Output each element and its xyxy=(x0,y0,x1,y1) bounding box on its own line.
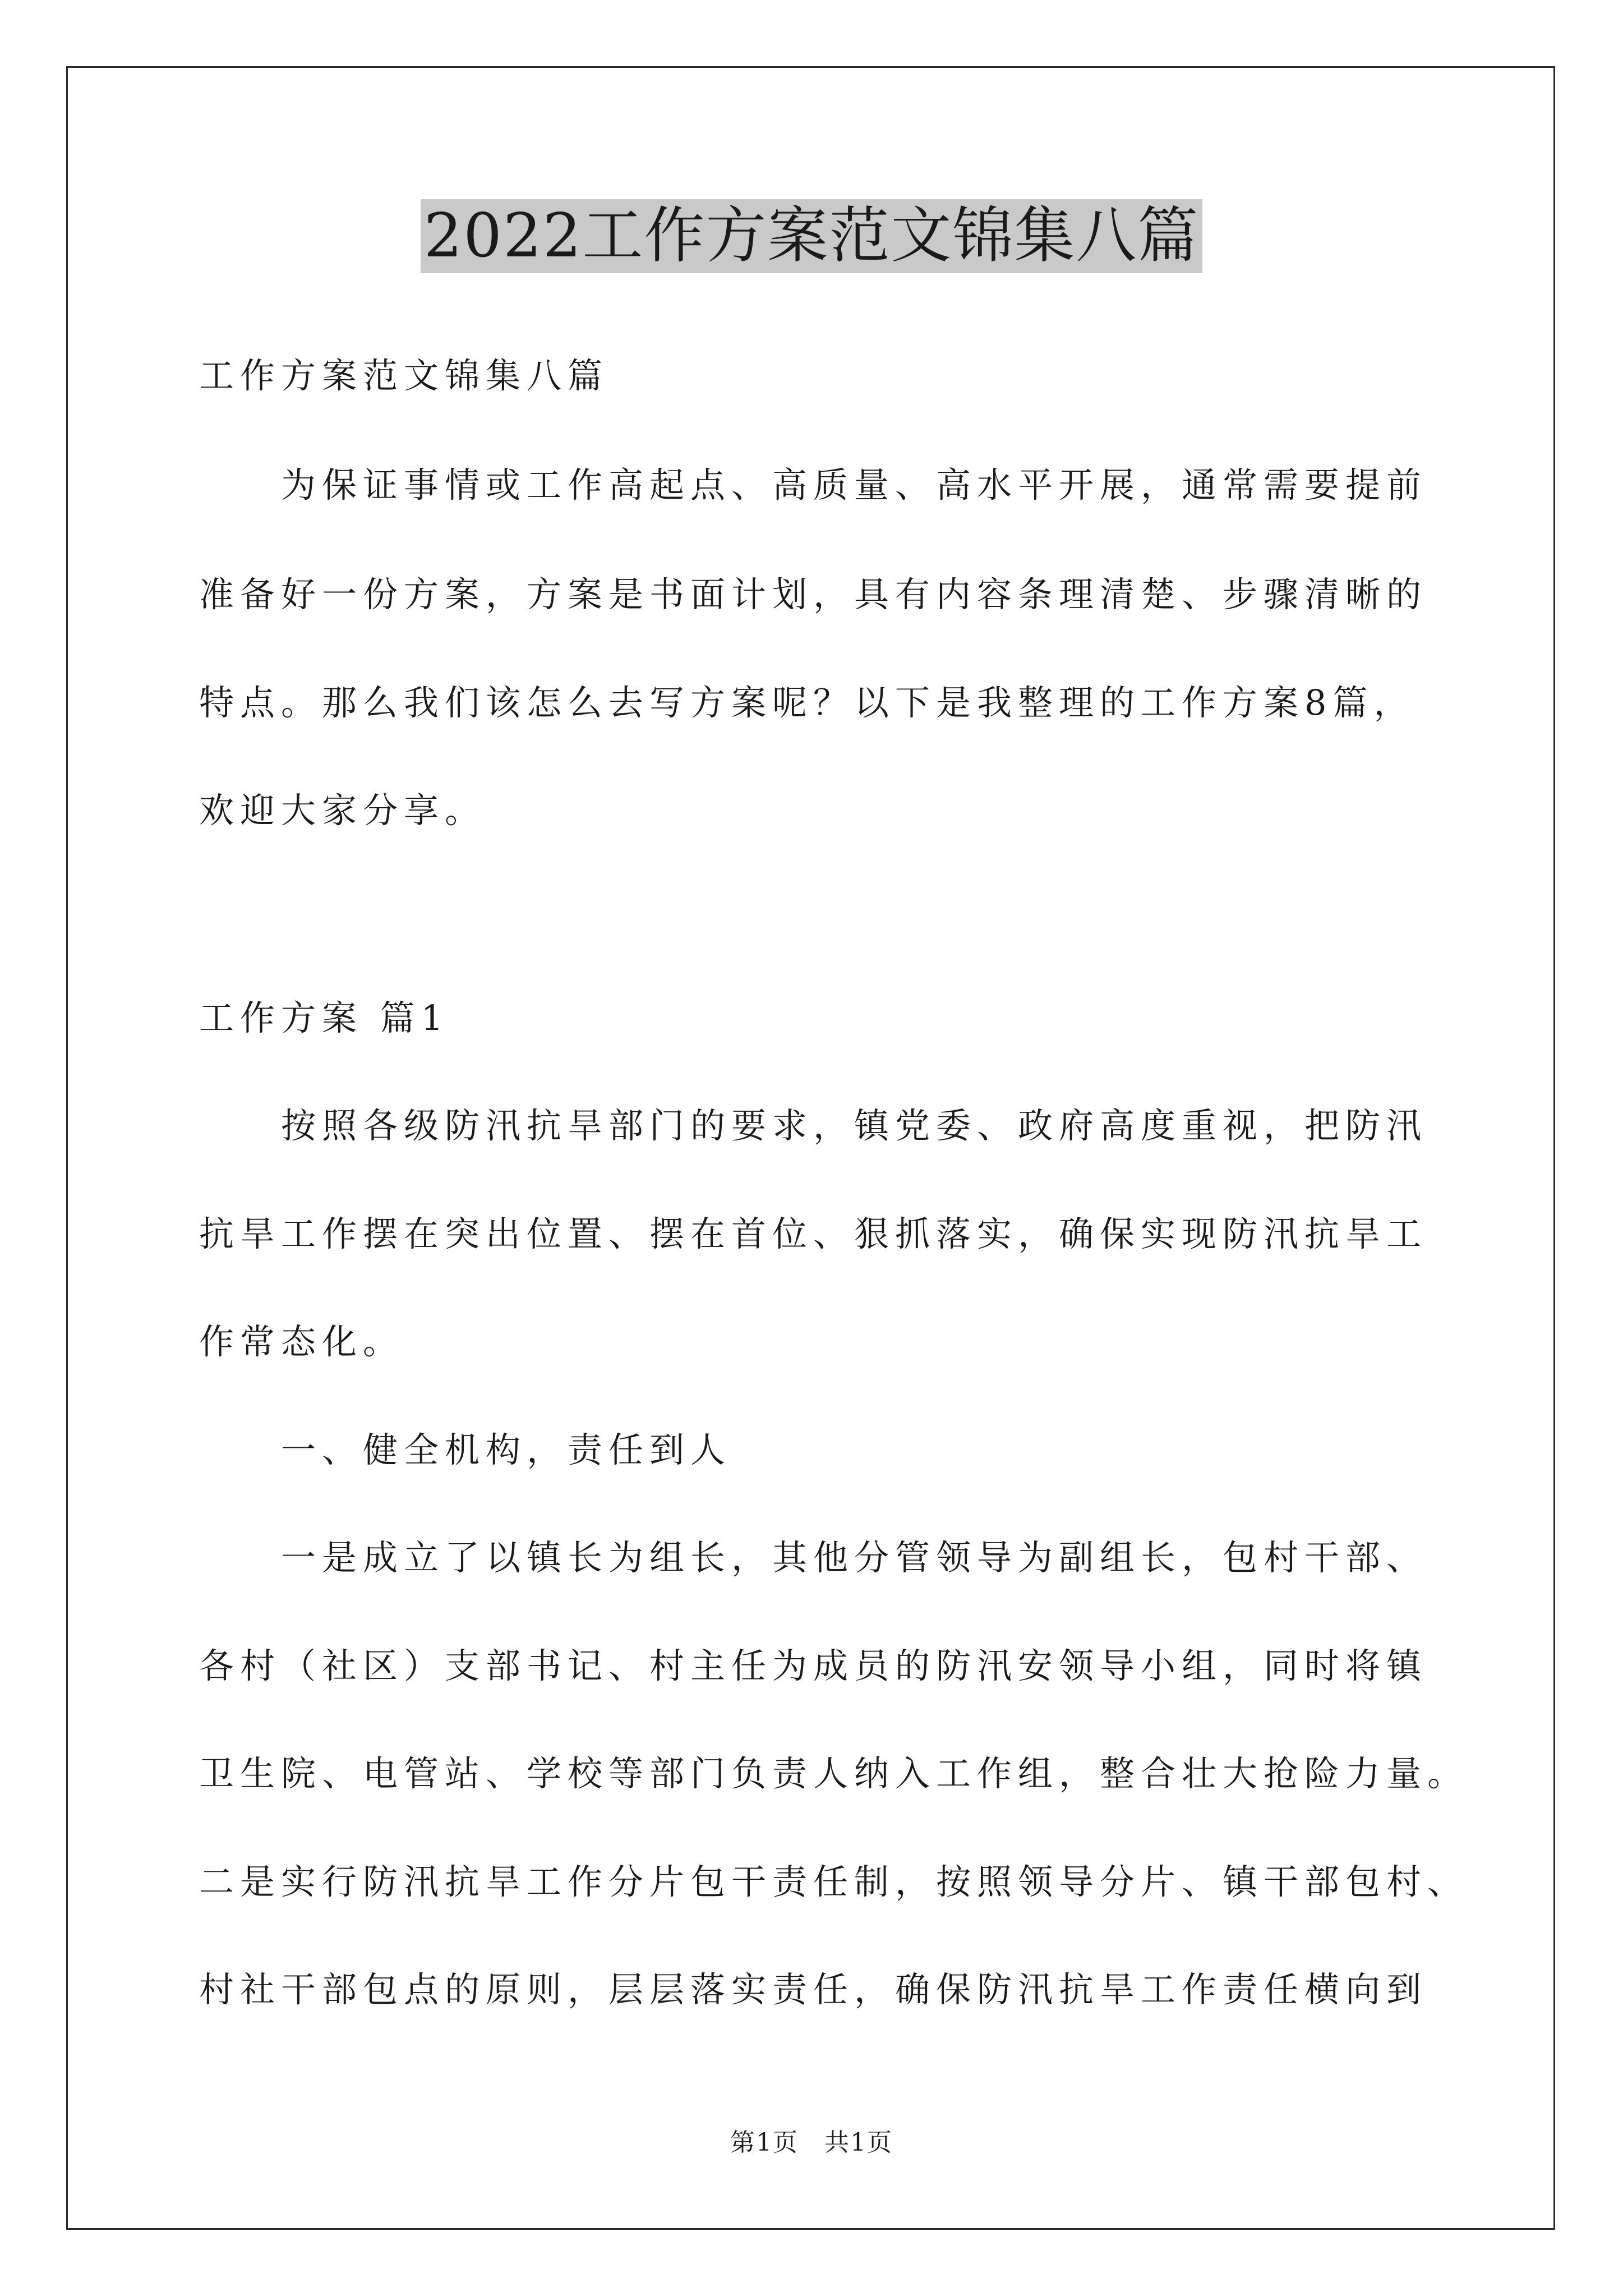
intro-line: 欢迎大家分享。 xyxy=(199,790,486,831)
document-subtitle: 工作方案范文锦集八篇 xyxy=(199,355,609,396)
page-footer: 第1页 共1页 xyxy=(730,2128,893,2157)
body-line: 二是实行防汛抗旱工作分片包干责任制，按照领导分片、镇干部包村、 xyxy=(199,1861,1469,1902)
title-container xyxy=(0,199,1623,273)
body-line: 各村（社区）支部书记、村主任为成员的防汛安领导小组，同时将镇 xyxy=(199,1645,1428,1686)
subsection-heading: 一、健全机构，责任到人 xyxy=(199,1429,732,1470)
intro-line: 准备好一份方案，方案是书面计划，具有内容条理清楚、步骤清晰的 xyxy=(199,574,1428,615)
body-line: 村社干部包点的原则，层层落实责任，确保防汛抗旱工作责任横向到 xyxy=(199,1969,1428,2010)
intro-line: 特点。那么我们该怎么去写方案呢？以下是我整理的工作方案8篇， xyxy=(199,682,1415,723)
body-line: 按照各级防汛抗旱部门的要求，镇党委、政府高度重视，把防汛 xyxy=(199,1105,1428,1146)
body-line: 作常态化。 xyxy=(199,1321,404,1362)
document-title: 2022工作方案范文锦集八篇 xyxy=(421,199,1203,273)
intro-line: 为保证事情或工作高起点、高质量、高水平开展，通常需要提前 xyxy=(199,464,1428,505)
section-heading: 工作方案 篇1 xyxy=(199,997,450,1038)
body-line: 抗旱工作摆在突出位置、摆在首位、狠抓落实，确保实现防汛抗旱工 xyxy=(199,1213,1428,1254)
body-line: 卫生院、电管站、学校等部门负责人纳入工作组，整合壮大抢险力量。 xyxy=(199,1753,1469,1794)
body-line: 一是成立了以镇长为组长，其他分管领导为副组长，包村干部、 xyxy=(199,1537,1428,1578)
